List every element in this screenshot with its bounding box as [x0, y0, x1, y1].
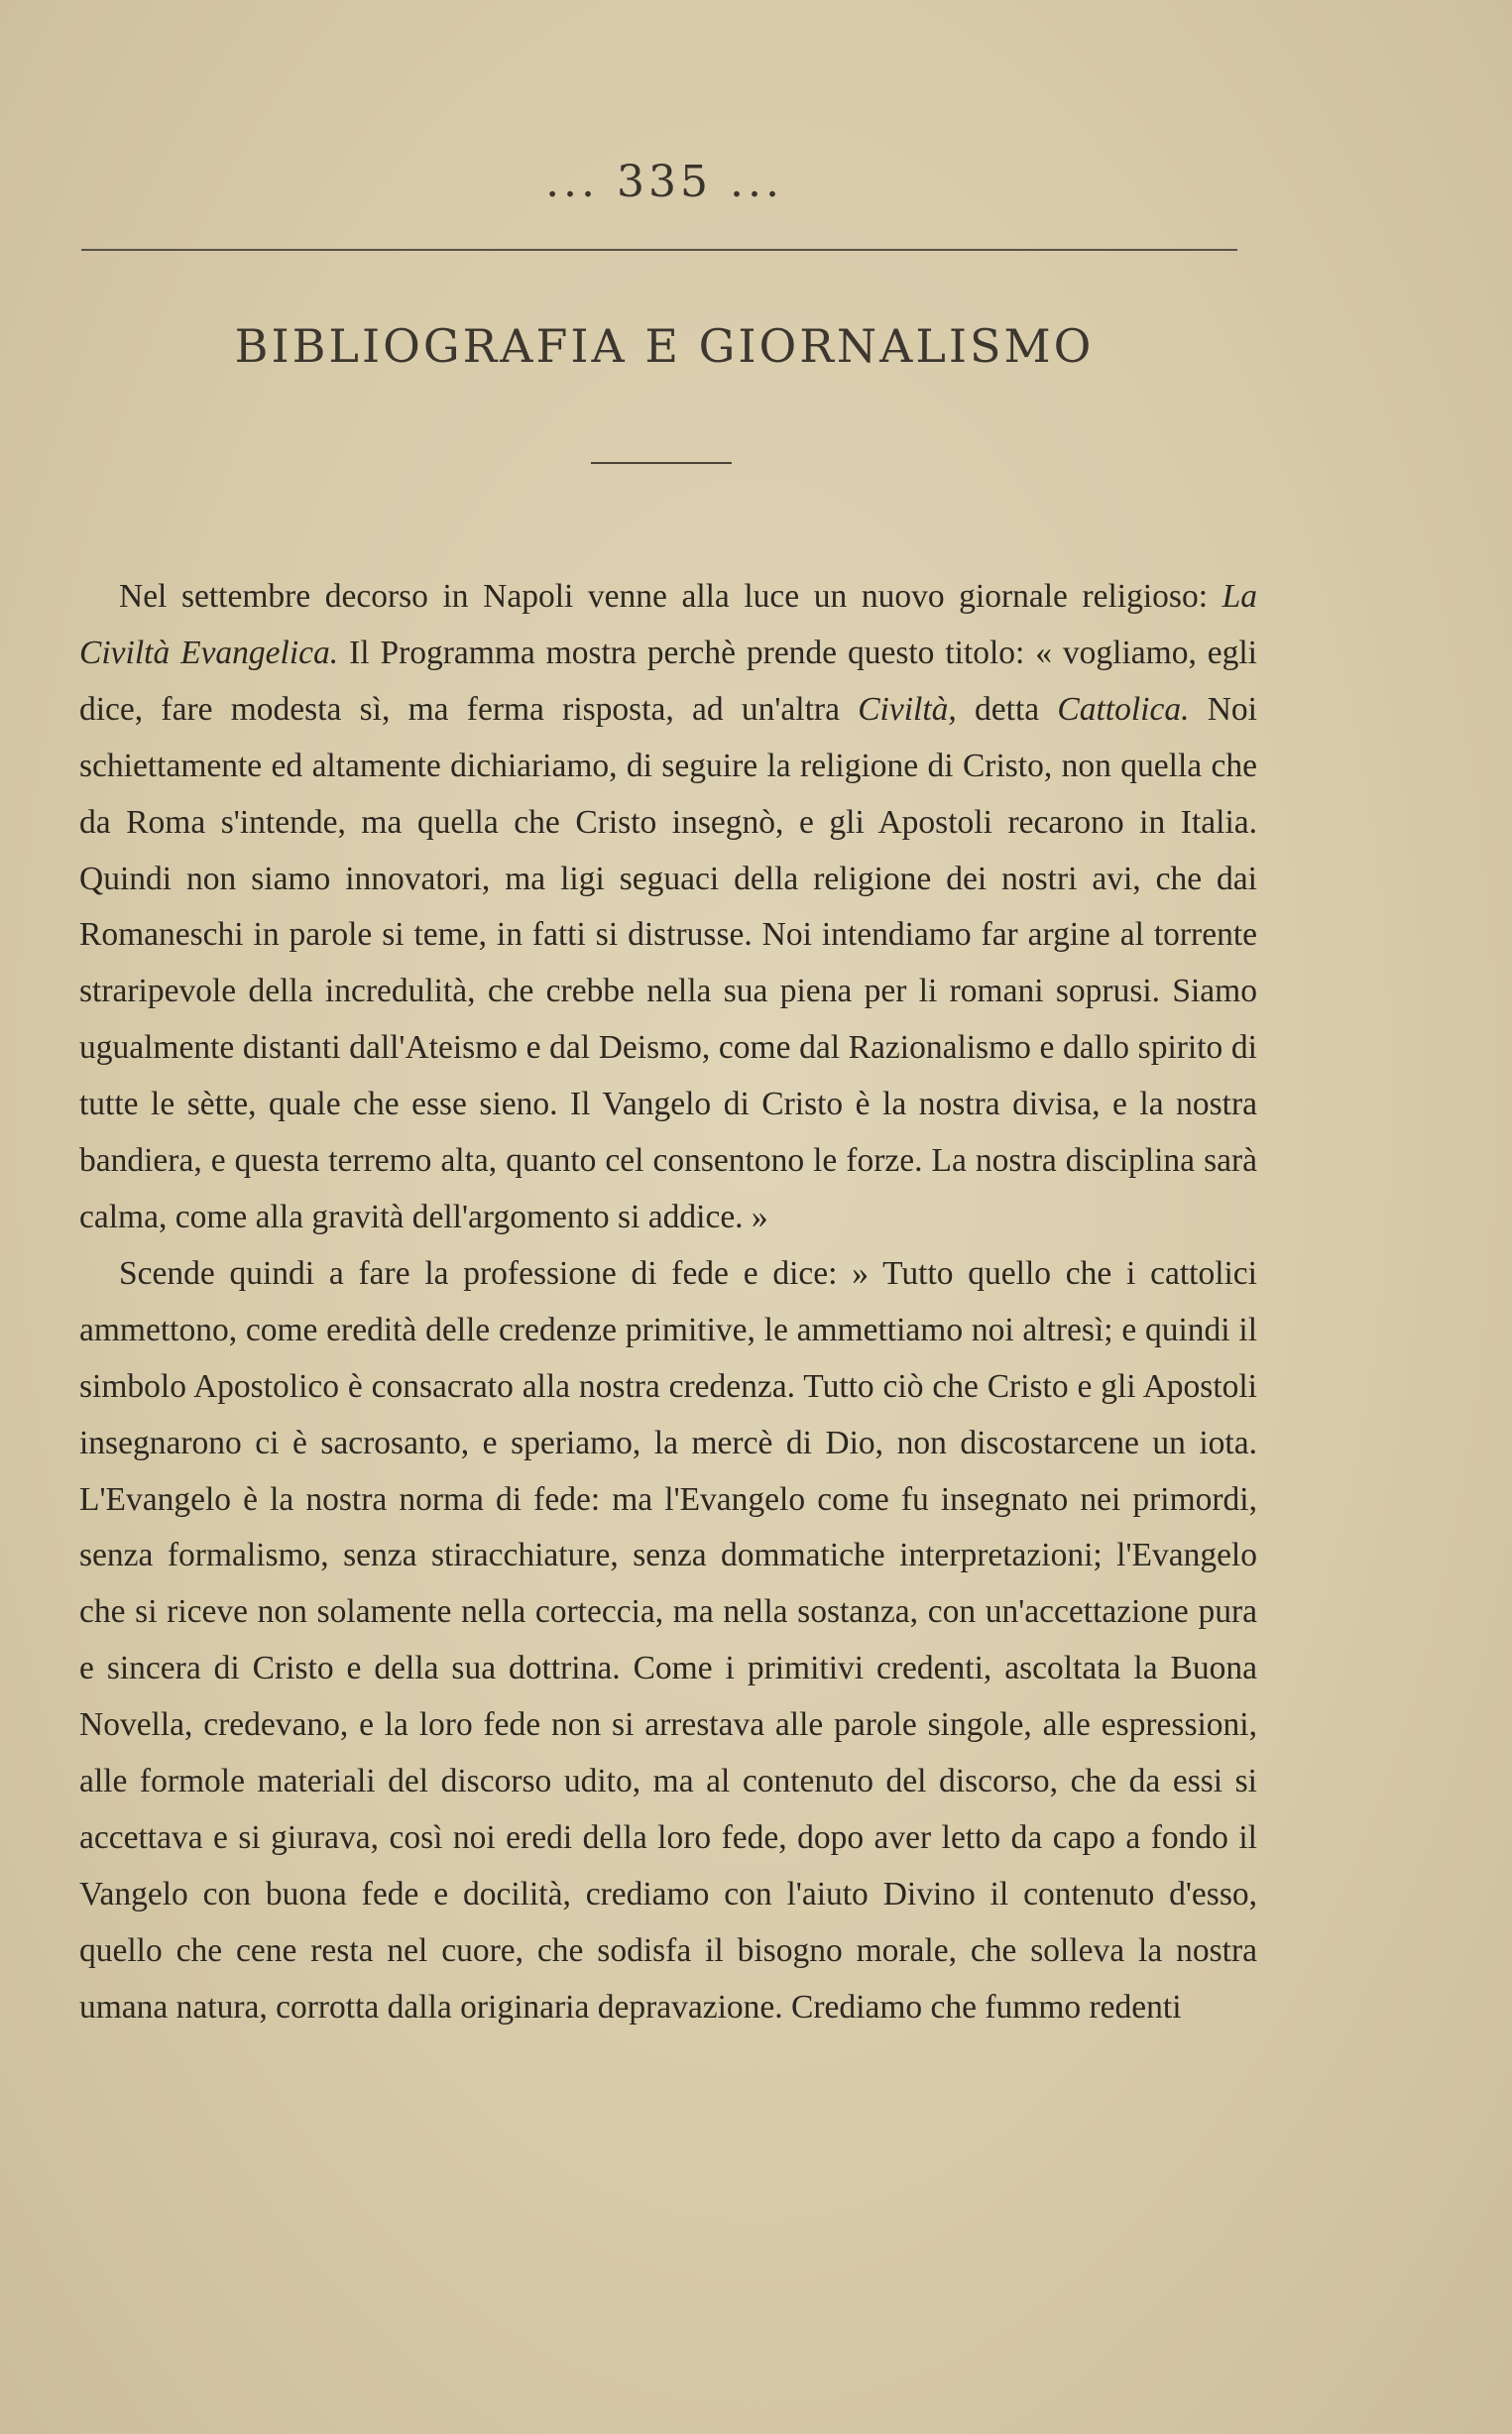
civilta-italic: Civiltà, [858, 690, 957, 728]
page-number: ... 335 ... [545, 157, 783, 207]
paragraph-1-text-a: Nel settembre decorso in Napoli venne alla luce un nuovo giornale religioso: [119, 578, 1222, 615]
paragraph-1-text-d: Noi schiettamente ed altamente dichiariamo, di seguire la religione di Cristo, non quella che da Roma s'intende, ma quella che Cristo insegnò, e gli Apostoli recarono in Italia. Quindi non siamo innovatori, ma ligi seguaci della religione dei nostri avi, che dai Romaneschi in parole si teme, in fatti si distrusse. Noi intendiamo far argine al torrente straripevole della incredulità, che crebbe nella sua piena per li romani soprusi. Siamo ugualmente distanti dall'Ateismo e dal Deismo, come dal Razionalismo e dallo spirito di tutte le sètte, quale che esse sieno. Il Vangelo di Cristo è la nostra divisa, e la nostra bandiera, e questa terremo alta, quanto cel consentono le forze. La nostra disciplina sarà calma, come alla gravità dell'argomento si addice. » [79, 690, 1257, 1235]
header-rule [81, 249, 1237, 251]
paragraph-1-text-b: Il Programma mostra perchè prende questo titolo: « vogliamo, egli dice, fare modesta sì, ma ferma risposta, ad un'altra [79, 634, 1257, 728]
cattolica-italic: Cattolica. [1057, 690, 1190, 728]
paragraph-1-text-c: detta [956, 690, 1058, 728]
journal-title-italic: La Civiltà Evangelica. [79, 578, 1257, 671]
body-text [79, 569, 1257, 2036]
paragraph-2: Scende quindi a fare la professione di fede e dice: » Tutto quello che i cattolici ammettono, come eredità delle credenze primitive, le ammettiamo noi altresì; e quindi il simbolo Apostolico è consacrato alla nostra credenza. Tutto ciò che Cristo e gli Apostoli insegnarono ci è sacrosanto, e speriamo, la mercè di Dio, non discostarcene un iota. L'Evangelo è la nostra norma di fede: ma l'Evangelo come fu insegnato nei primordi, senza formalismo, senza stiracchiature, senza dommatiche interpretazioni; l'Evangelo che si riceve non solamente nella corteccia, ma nella sostanza, con un'accettazione pura e sincera di Cristo e della sua dottrina. Come i primitivi credenti, ascoltata la Buona Novella, credevano, e la loro fede non si arrestava alle parole singole, alle espressioni, alle formole materiali del discorso udito, ma al contenuto del discorso, che da essi si accettava e si giurava, così noi eredi della loro fede, dopo aver letto da capo a fondo il Vangelo con buona fede e docilità, crediamo con l'aiuto Divino il contenuto d'esso, quello che cene resta nel cuore, che sodisfa il bisogno morale, che solleva la nostra umana natura, corrotta dalla originaria depravazione. Crediamo che fummo redenti [79, 1254, 1257, 2026]
title-rule [591, 462, 732, 464]
paragraph-1 [79, 569, 1257, 1246]
section-title: BIBLIOGRAFIA E GIORNALISMO [234, 319, 1095, 373]
